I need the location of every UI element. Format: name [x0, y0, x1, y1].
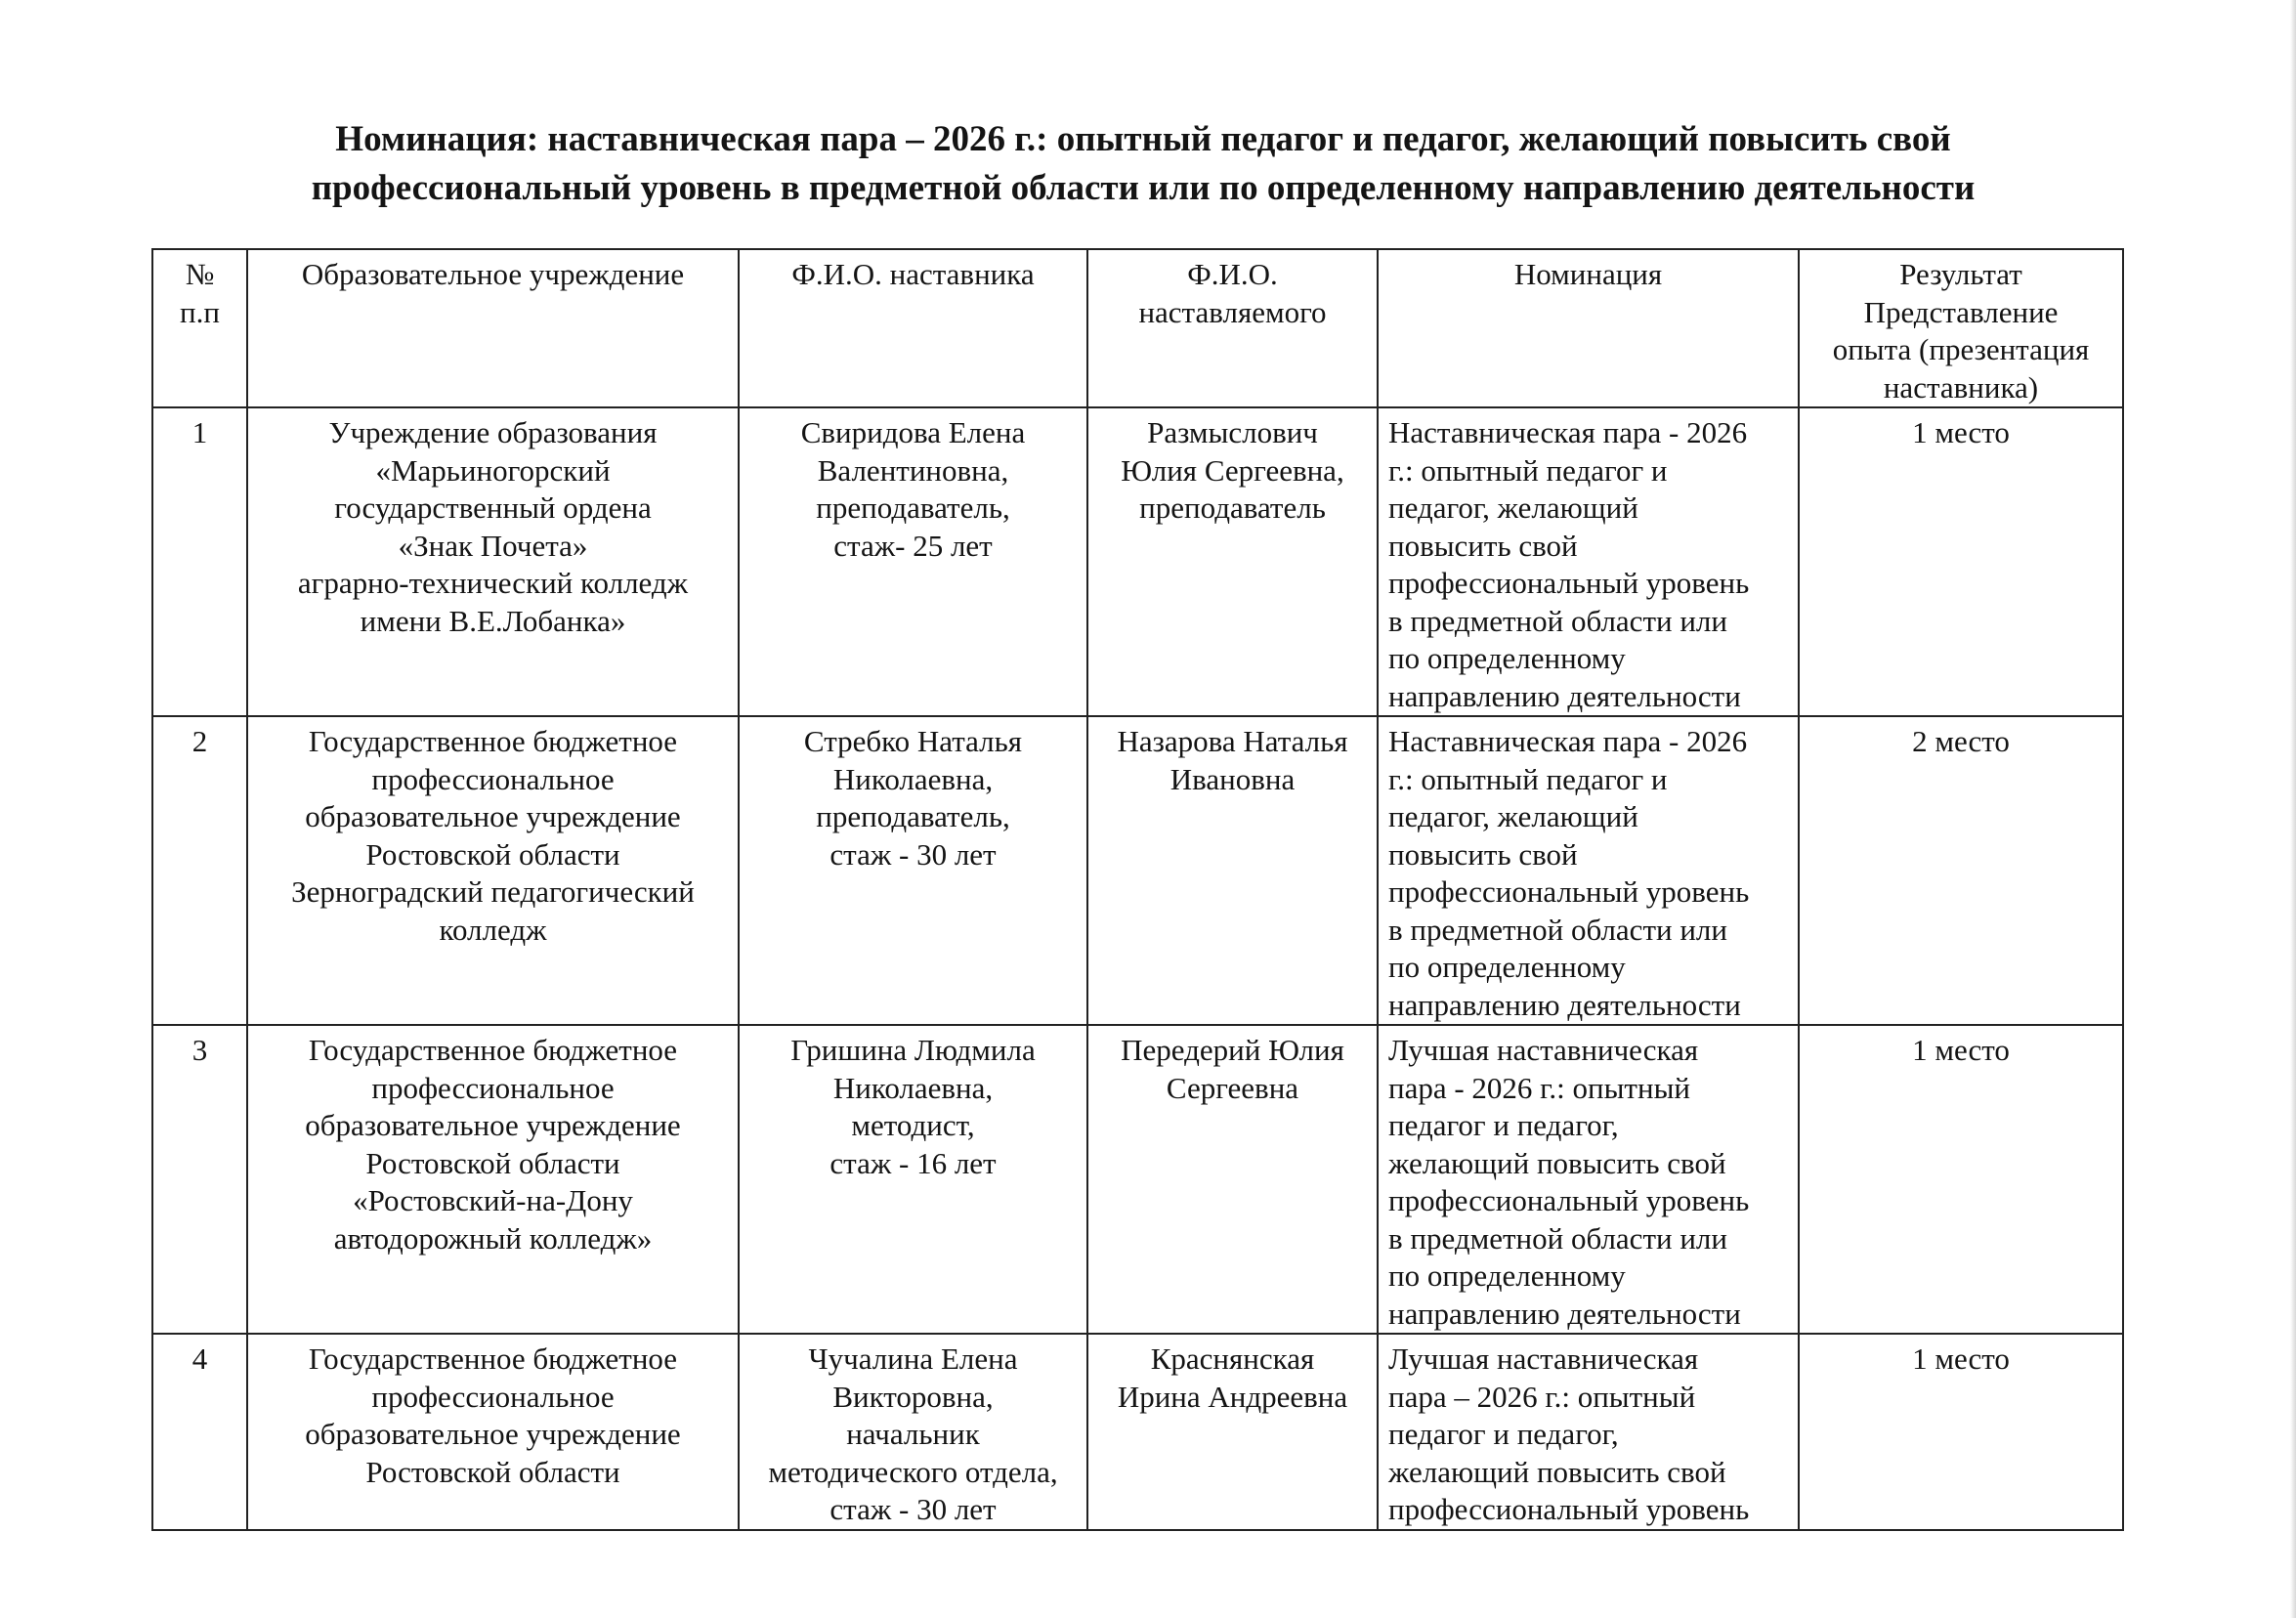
cell-institution: Государственное бюджетное профессиональное образовательное учреждение Ростовской области «Ростовский-на-Дону автодорожный колледж» [247, 1025, 739, 1334]
cell-mentor: Чучалина Елена Викторовна, начальник методического отдела, стаж - 30 лет [739, 1334, 1087, 1530]
table-row [152, 1334, 2123, 1530]
cell-nomination: Наставническая пара - 2026 г.: опытный педагог и педагог, желающий повысить свой профессиональный уровень в предметной области или по определенному направлению деятельности [1378, 407, 1799, 716]
cell-mentee: Назарова Наталья Ивановна [1087, 716, 1378, 1025]
cell-num: 3 [152, 1025, 247, 1334]
table-row [152, 716, 2123, 1025]
cell-mentor: Стребко Наталья Николаевна, преподаватель, стаж - 30 лет [739, 716, 1087, 1025]
cell-result: 2 место [1799, 716, 2123, 1025]
cell-institution: Учреждение образования «Марьиногорский государственный ордена «Знак Почета» аграрно-технический колледж имени В.Е.Лобанка» [247, 407, 739, 716]
header-num: № п.п [152, 249, 247, 407]
cell-mentor: Гришина Людмила Николаевна, методист, стаж - 16 лет [739, 1025, 1087, 1334]
cell-nomination: Лучшая наставническая пара – 2026 г.: опытный педагог и педагог, желающий повысить свой профессиональный уровень [1378, 1334, 1799, 1530]
cell-mentee: Передерий Юлия Сергеевна [1087, 1025, 1378, 1334]
title-line-2: профессиональный уровень в предметной области или по определенному направлению деятельности [311, 168, 1976, 208]
page-title [117, 115, 2169, 213]
cell-institution: Государственное бюджетное профессиональное образовательное учреждение Ростовской области [247, 1334, 739, 1530]
cell-num: 1 [152, 407, 247, 716]
cell-nomination: Лучшая наставническая пара - 2026 г.: опытный педагог и педагог, желающий повысить свой профессиональный уровень в предметной области или по определенному направлению деятельности [1378, 1025, 1799, 1334]
header-mentor: Ф.И.О. наставника [739, 249, 1087, 407]
cell-mentor: Свиридова Елена Валентиновна, преподаватель, стаж- 25 лет [739, 407, 1087, 716]
cell-num: 4 [152, 1334, 247, 1530]
header-institution: Образовательное учреждение [247, 249, 739, 407]
header-result: Результат Представление опыта (презентация наставника) [1799, 249, 2123, 407]
cell-num: 2 [152, 716, 247, 1025]
table-header-row [152, 249, 2123, 407]
header-nomination: Номинация [1378, 249, 1799, 407]
cell-result: 1 место [1799, 407, 2123, 716]
cell-mentee: Размыслович Юлия Сергеевна, преподаватель [1087, 407, 1378, 716]
cell-result: 1 место [1799, 1334, 2123, 1530]
cell-result: 1 место [1799, 1025, 2123, 1334]
header-mentee: Ф.И.О. наставляемого [1087, 249, 1378, 407]
cell-nomination: Наставническая пара - 2026 г.: опытный педагог и педагог, желающий повысить свой профессиональный уровень в предметной области или по определенному направлению деятельности [1378, 716, 1799, 1025]
title-line-1: Номинация: наставническая пара – 2026 г.: опытный педагог и педагог, желающий повысить свой [335, 119, 1951, 159]
cell-mentee: Краснянская Ирина Андреевна [1087, 1334, 1378, 1530]
cell-institution: Государственное бюджетное профессиональное образовательное учреждение Ростовской области Зерноградский педагогический колледж [247, 716, 739, 1025]
table-row [152, 1025, 2123, 1334]
page-edge [2290, 0, 2296, 1618]
results-table [151, 248, 2124, 1531]
table-row [152, 407, 2123, 716]
